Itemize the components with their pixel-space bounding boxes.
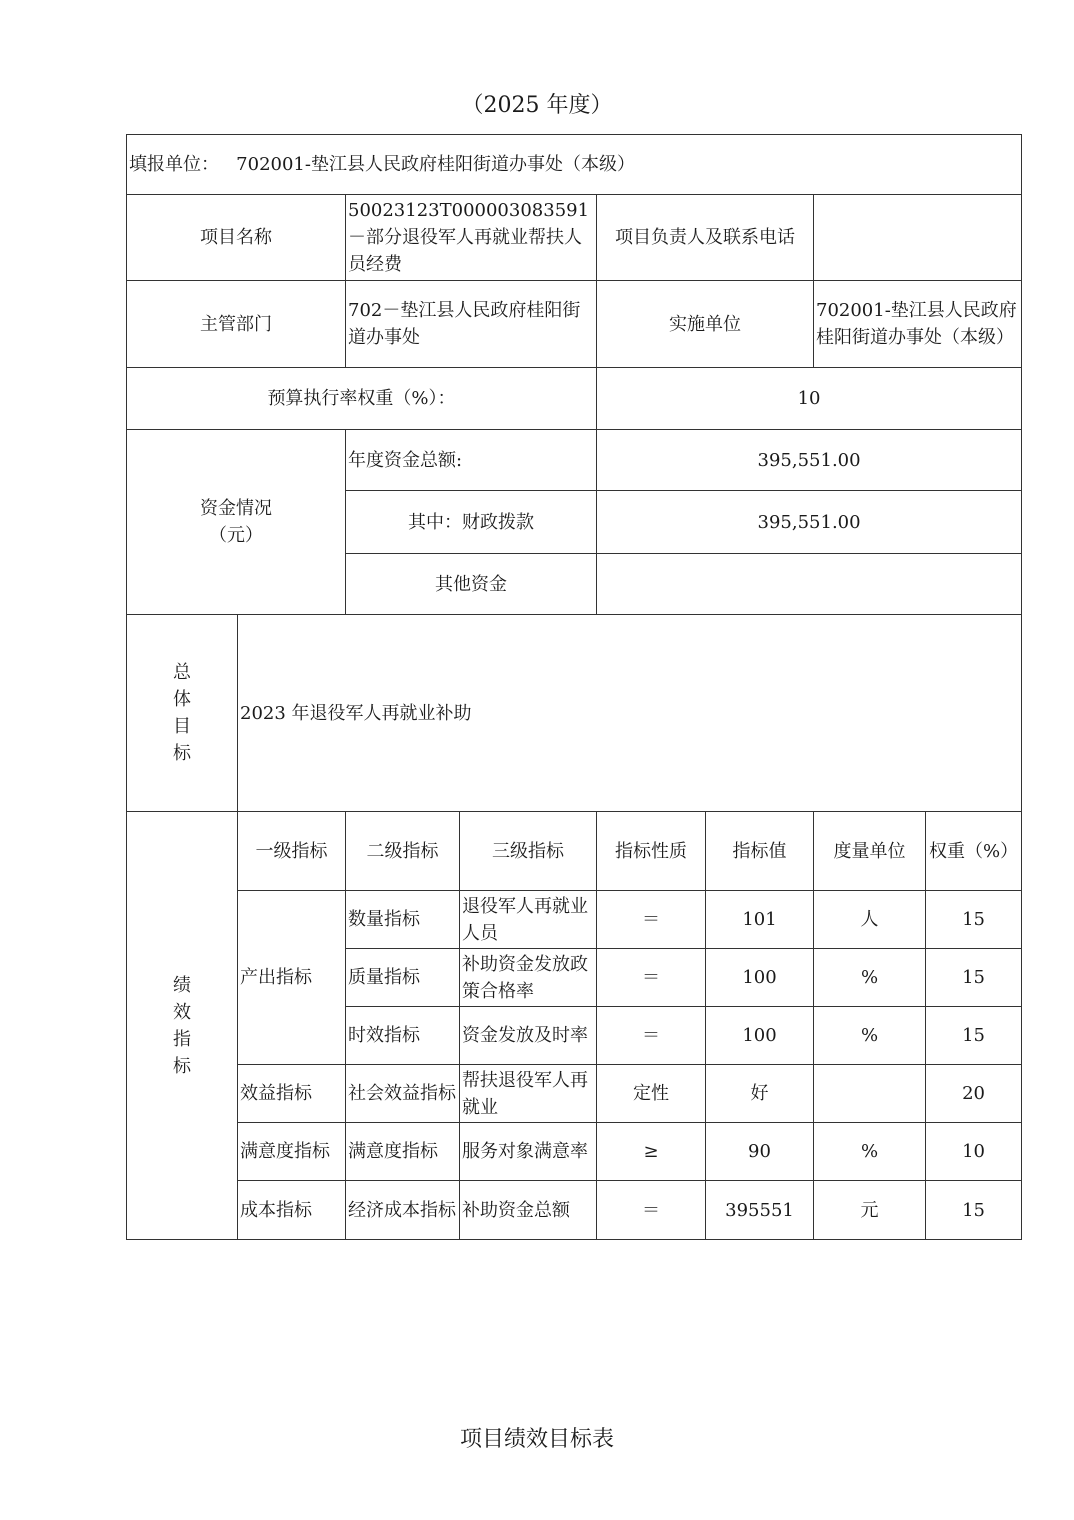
level1-cell: 成本指标 xyxy=(238,1181,346,1240)
unit-cell xyxy=(814,1065,926,1123)
unit-cell: % xyxy=(814,1007,926,1065)
fiscal-funds-label: 其中：财政拨款 xyxy=(346,491,597,554)
annual-funds-label: 年度资金总额: xyxy=(346,430,597,491)
output-indicator-group: 产出指标 xyxy=(238,891,346,1065)
header-weight: 权重（%） xyxy=(926,812,1022,891)
project-leader-value xyxy=(814,195,1022,281)
value-cell: 100 xyxy=(706,1007,814,1065)
indicator-row xyxy=(127,1065,1022,1123)
weight-cell: 15 xyxy=(926,1181,1022,1240)
unit-cell: 元 xyxy=(814,1181,926,1240)
value-cell: 101 xyxy=(706,891,814,949)
unit-cell: % xyxy=(814,949,926,1007)
overall-goal-text: 2023 年退役军人再就业补助 xyxy=(238,615,1022,812)
overall-goal-char: 总 xyxy=(173,662,191,683)
fill-unit-cell xyxy=(127,135,1022,195)
unit-cell: 人 xyxy=(814,891,926,949)
project-name-value: 50023123T000003083591－部分退役军人再就业帮扶人员经费 xyxy=(346,195,597,281)
other-funds-value xyxy=(597,554,1022,615)
annual-funds-value: 395,551.00 xyxy=(597,430,1022,491)
funds-label-line2: （元） xyxy=(209,525,263,546)
nature-cell: ＝ xyxy=(597,1181,706,1240)
overall-goal-char: 体 xyxy=(173,689,191,710)
level1-cell: 效益指标 xyxy=(238,1065,346,1123)
dept-row xyxy=(127,281,1022,368)
indicator-row xyxy=(127,1123,1022,1181)
indicator-row xyxy=(127,1181,1022,1240)
level2-cell: 经济成本指标 xyxy=(346,1181,460,1240)
level3-cell: 帮扶退役军人再就业 xyxy=(460,1065,597,1123)
value-cell: 100 xyxy=(706,949,814,1007)
nature-cell: 定性 xyxy=(597,1065,706,1123)
level2-cell: 质量指标 xyxy=(346,949,460,1007)
nature-cell: ≥ xyxy=(597,1123,706,1181)
year-label: （2025 年度） xyxy=(461,93,613,118)
level3-cell: 补助资金总额 xyxy=(460,1181,597,1240)
performance-indicator-label xyxy=(127,812,238,1240)
fiscal-funds-value: 395,551.00 xyxy=(597,491,1022,554)
fill-unit-value: 702001-垫江县人民政府桂阳街道办事处（本级） xyxy=(236,154,635,175)
funds-label-line1: 资金情况 xyxy=(200,498,272,519)
level3-cell: 补助资金发放政策合格率 xyxy=(460,949,597,1007)
dept-label: 主管部门 xyxy=(127,281,346,368)
header-unit: 度量单位 xyxy=(814,812,926,891)
fill-unit-label: 填报单位： xyxy=(129,154,219,175)
weight-cell: 15 xyxy=(926,1007,1022,1065)
overall-goal-char: 标 xyxy=(173,743,191,764)
nature-cell: ＝ xyxy=(597,891,706,949)
impl-unit-value: 702001-垫江县人民政府桂阳街道办事处（本级） xyxy=(814,281,1022,368)
level1-cell: 满意度指标 xyxy=(238,1123,346,1181)
level3-cell: 退役军人再就业人员 xyxy=(460,891,597,949)
impl-unit-label: 实施单位 xyxy=(597,281,814,368)
weight-cell: 20 xyxy=(926,1065,1022,1123)
header-value: 指标值 xyxy=(706,812,814,891)
header-nature: 指标性质 xyxy=(597,812,706,891)
performance-indicator-char: 效 xyxy=(173,1001,191,1023)
level2-cell: 时效指标 xyxy=(346,1007,460,1065)
nature-cell: ＝ xyxy=(597,949,706,1007)
nature-cell: ＝ xyxy=(597,1007,706,1065)
indicator-row xyxy=(127,891,1022,949)
project-leader-label: 项目负责人及联系电话 xyxy=(597,195,814,281)
project-name-label: 项目名称 xyxy=(127,195,346,281)
overall-goal-label xyxy=(127,615,238,812)
level2-cell: 数量指标 xyxy=(346,891,460,949)
project-name-row xyxy=(127,195,1022,281)
value-cell: 90 xyxy=(706,1123,814,1181)
unit-cell: % xyxy=(814,1123,926,1181)
level2-cell: 社会效益指标 xyxy=(346,1065,460,1123)
header-level3: 三级指标 xyxy=(460,812,597,891)
form-title: 项目绩效目标表 xyxy=(459,1427,614,1452)
funds-label xyxy=(127,430,346,615)
dept-value: 702－垫江县人民政府桂阳街道办事处 xyxy=(346,281,597,368)
weight-cell: 10 xyxy=(926,1123,1022,1181)
performance-indicator-char: 标 xyxy=(173,1055,191,1077)
performance-indicator-char: 指 xyxy=(173,1028,191,1050)
performance-indicator-char: 绩 xyxy=(173,974,191,996)
indicator-header-row xyxy=(127,812,1022,891)
level3-cell: 资金发放及时率 xyxy=(460,1007,597,1065)
level2-cell: 满意度指标 xyxy=(346,1123,460,1181)
header-level2: 二级指标 xyxy=(346,812,460,891)
weight-cell: 15 xyxy=(926,949,1022,1007)
performance-target-table xyxy=(126,134,1022,1240)
budget-weight-label: 预算执行率权重（%）： xyxy=(127,368,597,430)
value-cell: 395551 xyxy=(706,1181,814,1240)
header-level1: 一级指标 xyxy=(238,812,346,891)
weight-cell: 15 xyxy=(926,891,1022,949)
overall-goal-char: 目 xyxy=(173,716,191,737)
other-funds-label: 其他资金 xyxy=(346,554,597,615)
overall-goal-row xyxy=(127,615,1022,812)
fill-unit-row xyxy=(127,135,1022,195)
level3-cell: 服务对象满意率 xyxy=(460,1123,597,1181)
budget-weight-row xyxy=(127,368,1022,430)
budget-weight-value: 10 xyxy=(597,368,1022,430)
value-cell: 好 xyxy=(706,1065,814,1123)
funds-annual-row xyxy=(127,430,1022,491)
